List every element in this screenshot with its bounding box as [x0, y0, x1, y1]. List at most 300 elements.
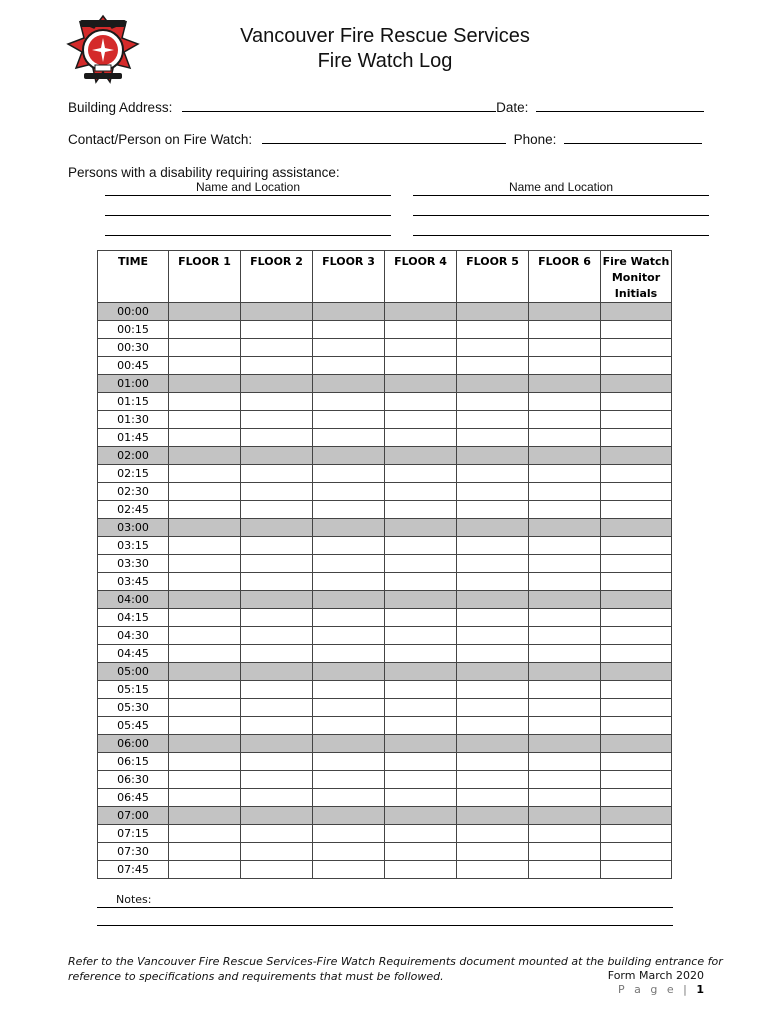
time-cell: 02:00 — [98, 447, 169, 465]
table-row — [98, 573, 672, 591]
floor-5-cell[interactable] — [457, 753, 529, 771]
monitor-initials-cell[interactable] — [601, 519, 672, 537]
floor-6-cell[interactable] — [529, 699, 601, 717]
floor-3-cell[interactable] — [313, 699, 385, 717]
floor-5-cell[interactable] — [457, 375, 529, 393]
monitor-initials-cell[interactable] — [601, 699, 672, 717]
time-cell: 07:45 — [98, 861, 169, 879]
floor-5-cell[interactable] — [457, 555, 529, 573]
floor-1-cell[interactable] — [169, 627, 241, 645]
monitor-initials-cell[interactable] — [601, 807, 672, 825]
table-row — [98, 429, 672, 447]
floor-5-cell[interactable] — [457, 447, 529, 465]
floor-1-cell[interactable] — [169, 393, 241, 411]
time-cell: 04:15 — [98, 609, 169, 627]
notes-label: Notes: — [116, 893, 152, 906]
floor-2-cell[interactable] — [241, 411, 313, 429]
floor-2-cell[interactable] — [241, 861, 313, 879]
floor-3-cell[interactable] — [313, 843, 385, 861]
floor-3-cell[interactable] — [313, 771, 385, 789]
floor-2-cell[interactable] — [241, 537, 313, 555]
floor-3-cell[interactable] — [313, 357, 385, 375]
monitor-initials-cell[interactable] — [601, 501, 672, 519]
column-header-floor-3: FLOOR 3 — [313, 251, 385, 303]
notes-section — [97, 893, 673, 926]
table-row — [98, 321, 672, 339]
floor-4-cell[interactable] — [385, 357, 457, 375]
floor-1-cell[interactable] — [169, 663, 241, 681]
floor-3-cell[interactable] — [313, 537, 385, 555]
name-location-line[interactable] — [105, 216, 391, 236]
table-row — [98, 411, 672, 429]
floor-2-cell[interactable] — [241, 753, 313, 771]
table-header-row — [98, 251, 672, 303]
floor-3-cell[interactable] — [313, 375, 385, 393]
floor-6-cell[interactable] — [529, 483, 601, 501]
floor-5-cell[interactable] — [457, 663, 529, 681]
floor-5-cell[interactable] — [457, 807, 529, 825]
floor-1-cell[interactable] — [169, 447, 241, 465]
floor-6-cell[interactable] — [529, 591, 601, 609]
floor-5-cell[interactable] — [457, 483, 529, 501]
floor-2-cell[interactable] — [241, 843, 313, 861]
phone-label: Phone: — [513, 132, 557, 147]
time-cell: 02:45 — [98, 501, 169, 519]
time-cell: 00:15 — [98, 321, 169, 339]
table-row — [98, 537, 672, 555]
floor-4-cell[interactable] — [385, 429, 457, 447]
floor-3-cell[interactable] — [313, 429, 385, 447]
building-address-row — [68, 99, 704, 115]
table-row — [98, 645, 672, 663]
floor-3-cell[interactable] — [313, 807, 385, 825]
floor-5-cell[interactable] — [457, 681, 529, 699]
floor-2-cell[interactable] — [241, 429, 313, 447]
table-row — [98, 699, 672, 717]
table-row — [98, 861, 672, 879]
floor-1-cell[interactable] — [169, 825, 241, 843]
column-header-floor-1: FLOOR 1 — [169, 251, 241, 303]
floor-4-cell[interactable] — [385, 627, 457, 645]
time-cell: 06:15 — [98, 753, 169, 771]
floor-2-cell[interactable] — [241, 573, 313, 591]
floor-1-cell[interactable] — [169, 303, 241, 321]
floor-5-cell[interactable] — [457, 573, 529, 591]
floor-5-cell[interactable] — [457, 357, 529, 375]
floor-2-cell[interactable] — [241, 609, 313, 627]
floor-1-cell[interactable] — [169, 411, 241, 429]
floor-2-cell[interactable] — [241, 483, 313, 501]
monitor-initials-cell[interactable] — [601, 393, 672, 411]
monitor-initials-cell[interactable] — [601, 825, 672, 843]
time-cell: 01:15 — [98, 393, 169, 411]
floor-6-cell[interactable] — [529, 519, 601, 537]
floor-4-cell[interactable] — [385, 789, 457, 807]
floor-2-cell[interactable] — [241, 807, 313, 825]
monitor-initials-cell[interactable] — [601, 645, 672, 663]
floor-6-cell[interactable] — [529, 645, 601, 663]
floor-3-cell[interactable] — [313, 393, 385, 411]
monitor-initials-cell[interactable] — [601, 555, 672, 573]
floor-4-cell[interactable] — [385, 591, 457, 609]
floor-4-cell[interactable] — [385, 339, 457, 357]
monitor-initials-cell[interactable] — [601, 375, 672, 393]
floor-3-cell[interactable] — [313, 735, 385, 753]
floor-1-cell[interactable] — [169, 465, 241, 483]
floor-4-cell[interactable] — [385, 375, 457, 393]
floor-3-cell[interactable] — [313, 627, 385, 645]
floor-6-cell[interactable] — [529, 753, 601, 771]
disability-label: Persons with a disability requiring assistance: — [68, 165, 340, 180]
floor-2-cell[interactable] — [241, 663, 313, 681]
floor-6-cell[interactable] — [529, 339, 601, 357]
floor-3-cell[interactable] — [313, 789, 385, 807]
monitor-initials-cell[interactable] — [601, 771, 672, 789]
phone-field[interactable] — [564, 131, 702, 144]
floor-3-cell[interactable] — [313, 645, 385, 663]
floor-1-cell[interactable] — [169, 609, 241, 627]
time-cell: 01:00 — [98, 375, 169, 393]
monitor-initials-cell[interactable] — [601, 735, 672, 753]
floor-4-cell[interactable] — [385, 609, 457, 627]
table-row — [98, 519, 672, 537]
floor-1-cell[interactable] — [169, 573, 241, 591]
floor-6-cell[interactable] — [529, 861, 601, 879]
floor-4-cell[interactable] — [385, 699, 457, 717]
column-header-monitor-initials: Fire Watch Monitor Initials — [601, 251, 672, 303]
name-location-line[interactable] — [413, 216, 709, 236]
floor-4-cell[interactable] — [385, 645, 457, 663]
date-label: Date: — [496, 100, 529, 115]
floor-1-cell[interactable] — [169, 519, 241, 537]
floor-5-cell[interactable] — [457, 843, 529, 861]
floor-6-cell[interactable] — [529, 825, 601, 843]
floor-3-cell[interactable] — [313, 339, 385, 357]
floor-5-cell[interactable] — [457, 789, 529, 807]
floor-2-cell[interactable] — [241, 375, 313, 393]
time-cell: 03:45 — [98, 573, 169, 591]
floor-3-cell[interactable] — [313, 447, 385, 465]
floor-2-cell[interactable] — [241, 825, 313, 843]
building-address-label: Building Address: — [68, 100, 173, 115]
fire-watch-log-table — [97, 250, 672, 879]
floor-1-cell[interactable] — [169, 789, 241, 807]
disability-names-right — [413, 180, 709, 236]
floor-2-cell[interactable] — [241, 555, 313, 573]
floor-5-cell[interactable] — [457, 519, 529, 537]
floor-1-cell[interactable] — [169, 753, 241, 771]
floor-5-cell[interactable] — [457, 411, 529, 429]
floor-4-cell[interactable] — [385, 735, 457, 753]
floor-4-cell[interactable] — [385, 771, 457, 789]
floor-1-cell[interactable] — [169, 843, 241, 861]
floor-1-cell[interactable] — [169, 537, 241, 555]
floor-2-cell[interactable] — [241, 393, 313, 411]
floor-1-cell[interactable] — [169, 717, 241, 735]
floor-6-cell[interactable] — [529, 771, 601, 789]
floor-3-cell[interactable] — [313, 555, 385, 573]
floor-6-cell[interactable] — [529, 627, 601, 645]
time-cell: 03:30 — [98, 555, 169, 573]
table-row — [98, 393, 672, 411]
floor-5-cell[interactable] — [457, 609, 529, 627]
floor-3-cell[interactable] — [313, 501, 385, 519]
table-row — [98, 303, 672, 321]
monitor-initials-cell[interactable] — [601, 627, 672, 645]
floor-2-cell[interactable] — [241, 717, 313, 735]
floor-6-cell[interactable] — [529, 609, 601, 627]
floor-1-cell[interactable] — [169, 591, 241, 609]
date-field[interactable] — [536, 99, 704, 112]
table-row — [98, 609, 672, 627]
floor-5-cell[interactable] — [457, 735, 529, 753]
monitor-initials-cell[interactable] — [601, 663, 672, 681]
floor-4-cell[interactable] — [385, 717, 457, 735]
floor-4-cell[interactable] — [385, 321, 457, 339]
floor-5-cell[interactable] — [457, 501, 529, 519]
floor-2-cell[interactable] — [241, 645, 313, 663]
floor-3-cell[interactable] — [313, 483, 385, 501]
floor-6-cell[interactable] — [529, 321, 601, 339]
floor-2-cell[interactable] — [241, 699, 313, 717]
column-header-floor-4: FLOOR 4 — [385, 251, 457, 303]
floor-3-cell[interactable] — [313, 681, 385, 699]
page-title: Vancouver Fire Rescue Services — [240, 25, 530, 47]
floor-1-cell[interactable] — [169, 375, 241, 393]
floor-5-cell[interactable] — [457, 465, 529, 483]
floor-4-cell[interactable] — [385, 555, 457, 573]
floor-1-cell[interactable] — [169, 861, 241, 879]
floor-2-cell[interactable] — [241, 681, 313, 699]
floor-5-cell[interactable] — [457, 627, 529, 645]
floor-3-cell[interactable] — [313, 519, 385, 537]
time-cell: 06:45 — [98, 789, 169, 807]
floor-1-cell[interactable] — [169, 555, 241, 573]
page-label: P a g e | — [618, 983, 690, 996]
monitor-initials-cell[interactable] — [601, 465, 672, 483]
page-subtitle: Fire Watch Log — [317, 50, 453, 72]
floor-1-cell[interactable] — [169, 501, 241, 519]
floor-3-cell[interactable] — [313, 609, 385, 627]
floor-3-cell[interactable] — [313, 321, 385, 339]
footer-note-line: Refer to the Vancouver Fire Rescue Services-Fire Watch Requirements document mounted at the building entrance for — [68, 955, 723, 968]
footer-note-line: reference to specifications and requirements that must be followed. — [68, 970, 444, 983]
table-row — [98, 789, 672, 807]
floor-1-cell[interactable] — [169, 321, 241, 339]
floor-1-cell[interactable] — [169, 357, 241, 375]
floor-4-cell[interactable] — [385, 393, 457, 411]
floor-6-cell[interactable] — [529, 465, 601, 483]
floor-4-cell[interactable] — [385, 573, 457, 591]
monitor-initials-cell[interactable] — [601, 609, 672, 627]
floor-6-cell[interactable] — [529, 357, 601, 375]
monitor-initials-cell[interactable] — [601, 861, 672, 879]
floor-6-cell[interactable] — [529, 393, 601, 411]
name-location-line[interactable] — [105, 196, 391, 216]
time-cell: 03:00 — [98, 519, 169, 537]
table-row — [98, 627, 672, 645]
floor-3-cell[interactable] — [313, 753, 385, 771]
floor-1-cell[interactable] — [169, 807, 241, 825]
floor-2-cell[interactable] — [241, 447, 313, 465]
floor-4-cell[interactable] — [385, 753, 457, 771]
floor-1-cell[interactable] — [169, 645, 241, 663]
monitor-initials-cell[interactable] — [601, 573, 672, 591]
floor-5-cell[interactable] — [457, 825, 529, 843]
floor-4-cell[interactable] — [385, 663, 457, 681]
name-location-header-right: Name and Location — [413, 180, 709, 196]
time-cell: 07:00 — [98, 807, 169, 825]
floor-5-cell[interactable] — [457, 645, 529, 663]
table-row — [98, 663, 672, 681]
floor-5-cell[interactable] — [457, 861, 529, 879]
floor-6-cell[interactable] — [529, 573, 601, 591]
floor-1-cell[interactable] — [169, 699, 241, 717]
floor-6-cell[interactable] — [529, 843, 601, 861]
floor-5-cell[interactable] — [457, 591, 529, 609]
floor-5-cell[interactable] — [457, 393, 529, 411]
monitor-initials-cell[interactable] — [601, 411, 672, 429]
floor-3-cell[interactable] — [313, 663, 385, 681]
monitor-initials-cell[interactable] — [601, 447, 672, 465]
disability-names-left — [105, 180, 391, 236]
floor-6-cell[interactable] — [529, 537, 601, 555]
monitor-initials-cell[interactable] — [601, 681, 672, 699]
table-row — [98, 825, 672, 843]
floor-2-cell[interactable] — [241, 519, 313, 537]
floor-6-cell[interactable] — [529, 303, 601, 321]
floor-3-cell[interactable] — [313, 303, 385, 321]
floor-2-cell[interactable] — [241, 501, 313, 519]
floor-2-cell[interactable] — [241, 789, 313, 807]
floor-5-cell[interactable] — [457, 537, 529, 555]
monitor-initials-cell[interactable] — [601, 843, 672, 861]
floor-4-cell[interactable] — [385, 519, 457, 537]
floor-4-cell[interactable] — [385, 807, 457, 825]
column-header-floor-2: FLOOR 2 — [241, 251, 313, 303]
monitor-initials-cell[interactable] — [601, 537, 672, 555]
floor-4-cell[interactable] — [385, 825, 457, 843]
floor-6-cell[interactable] — [529, 429, 601, 447]
floor-3-cell[interactable] — [313, 411, 385, 429]
table-row — [98, 843, 672, 861]
floor-6-cell[interactable] — [529, 501, 601, 519]
floor-1-cell[interactable] — [169, 429, 241, 447]
floor-2-cell[interactable] — [241, 339, 313, 357]
notes-line[interactable] — [97, 893, 673, 908]
floor-2-cell[interactable] — [241, 465, 313, 483]
table-row — [98, 807, 672, 825]
floor-4-cell[interactable] — [385, 411, 457, 429]
floor-5-cell[interactable] — [457, 699, 529, 717]
floor-2-cell[interactable] — [241, 357, 313, 375]
floor-6-cell[interactable] — [529, 717, 601, 735]
monitor-initials-cell[interactable] — [601, 789, 672, 807]
floor-6-cell[interactable] — [529, 681, 601, 699]
monitor-initials-cell[interactable] — [601, 429, 672, 447]
floor-4-cell[interactable] — [385, 501, 457, 519]
monitor-initials-cell[interactable] — [601, 339, 672, 357]
table-row — [98, 753, 672, 771]
floor-2-cell[interactable] — [241, 303, 313, 321]
floor-5-cell[interactable] — [457, 717, 529, 735]
monitor-initials-cell[interactable] — [601, 717, 672, 735]
table-row — [98, 555, 672, 573]
floor-1-cell[interactable] — [169, 681, 241, 699]
floor-1-cell[interactable] — [169, 339, 241, 357]
floor-3-cell[interactable] — [313, 861, 385, 879]
floor-3-cell[interactable] — [313, 573, 385, 591]
name-location-line[interactable] — [413, 196, 709, 216]
contact-field[interactable] — [262, 131, 506, 144]
floor-6-cell[interactable] — [529, 807, 601, 825]
floor-4-cell[interactable] — [385, 861, 457, 879]
time-cell: 06:30 — [98, 771, 169, 789]
floor-2-cell[interactable] — [241, 627, 313, 645]
notes-line[interactable] — [97, 908, 673, 926]
floor-2-cell[interactable] — [241, 591, 313, 609]
time-cell: 04:45 — [98, 645, 169, 663]
monitor-initials-cell[interactable] — [601, 753, 672, 771]
floor-6-cell[interactable] — [529, 735, 601, 753]
floor-4-cell[interactable] — [385, 447, 457, 465]
form-date: Form March 2020 — [607, 969, 704, 982]
table-row — [98, 483, 672, 501]
floor-1-cell[interactable] — [169, 483, 241, 501]
floor-3-cell[interactable] — [313, 591, 385, 609]
floor-4-cell[interactable] — [385, 465, 457, 483]
floor-5-cell[interactable] — [457, 303, 529, 321]
time-cell: 07:15 — [98, 825, 169, 843]
monitor-initials-cell[interactable] — [601, 321, 672, 339]
floor-3-cell[interactable] — [313, 825, 385, 843]
floor-5-cell[interactable] — [457, 771, 529, 789]
floor-6-cell[interactable] — [529, 375, 601, 393]
floor-6-cell[interactable] — [529, 447, 601, 465]
table-row — [98, 717, 672, 735]
floor-4-cell[interactable] — [385, 483, 457, 501]
monitor-initials-cell[interactable] — [601, 483, 672, 501]
floor-5-cell[interactable] — [457, 429, 529, 447]
building-address-field[interactable] — [182, 99, 496, 112]
column-header-time: TIME — [98, 251, 169, 303]
floor-6-cell[interactable] — [529, 789, 601, 807]
floor-1-cell[interactable] — [169, 735, 241, 753]
floor-5-cell[interactable] — [457, 321, 529, 339]
page-number-value: 1 — [696, 983, 704, 996]
floor-3-cell[interactable] — [313, 465, 385, 483]
table-row — [98, 465, 672, 483]
floor-4-cell[interactable] — [385, 681, 457, 699]
table-row — [98, 339, 672, 357]
floor-1-cell[interactable] — [169, 771, 241, 789]
monitor-initials-cell[interactable] — [601, 303, 672, 321]
floor-2-cell[interactable] — [241, 321, 313, 339]
floor-3-cell[interactable] — [313, 717, 385, 735]
floor-6-cell[interactable] — [529, 411, 601, 429]
monitor-initials-cell[interactable] — [601, 591, 672, 609]
floor-5-cell[interactable] — [457, 339, 529, 357]
floor-4-cell[interactable] — [385, 303, 457, 321]
time-cell: 07:30 — [98, 843, 169, 861]
floor-2-cell[interactable] — [241, 735, 313, 753]
floor-2-cell[interactable] — [241, 771, 313, 789]
floor-6-cell[interactable] — [529, 663, 601, 681]
floor-6-cell[interactable] — [529, 555, 601, 573]
floor-4-cell[interactable] — [385, 843, 457, 861]
floor-4-cell[interactable] — [385, 537, 457, 555]
monitor-initials-cell[interactable] — [601, 357, 672, 375]
